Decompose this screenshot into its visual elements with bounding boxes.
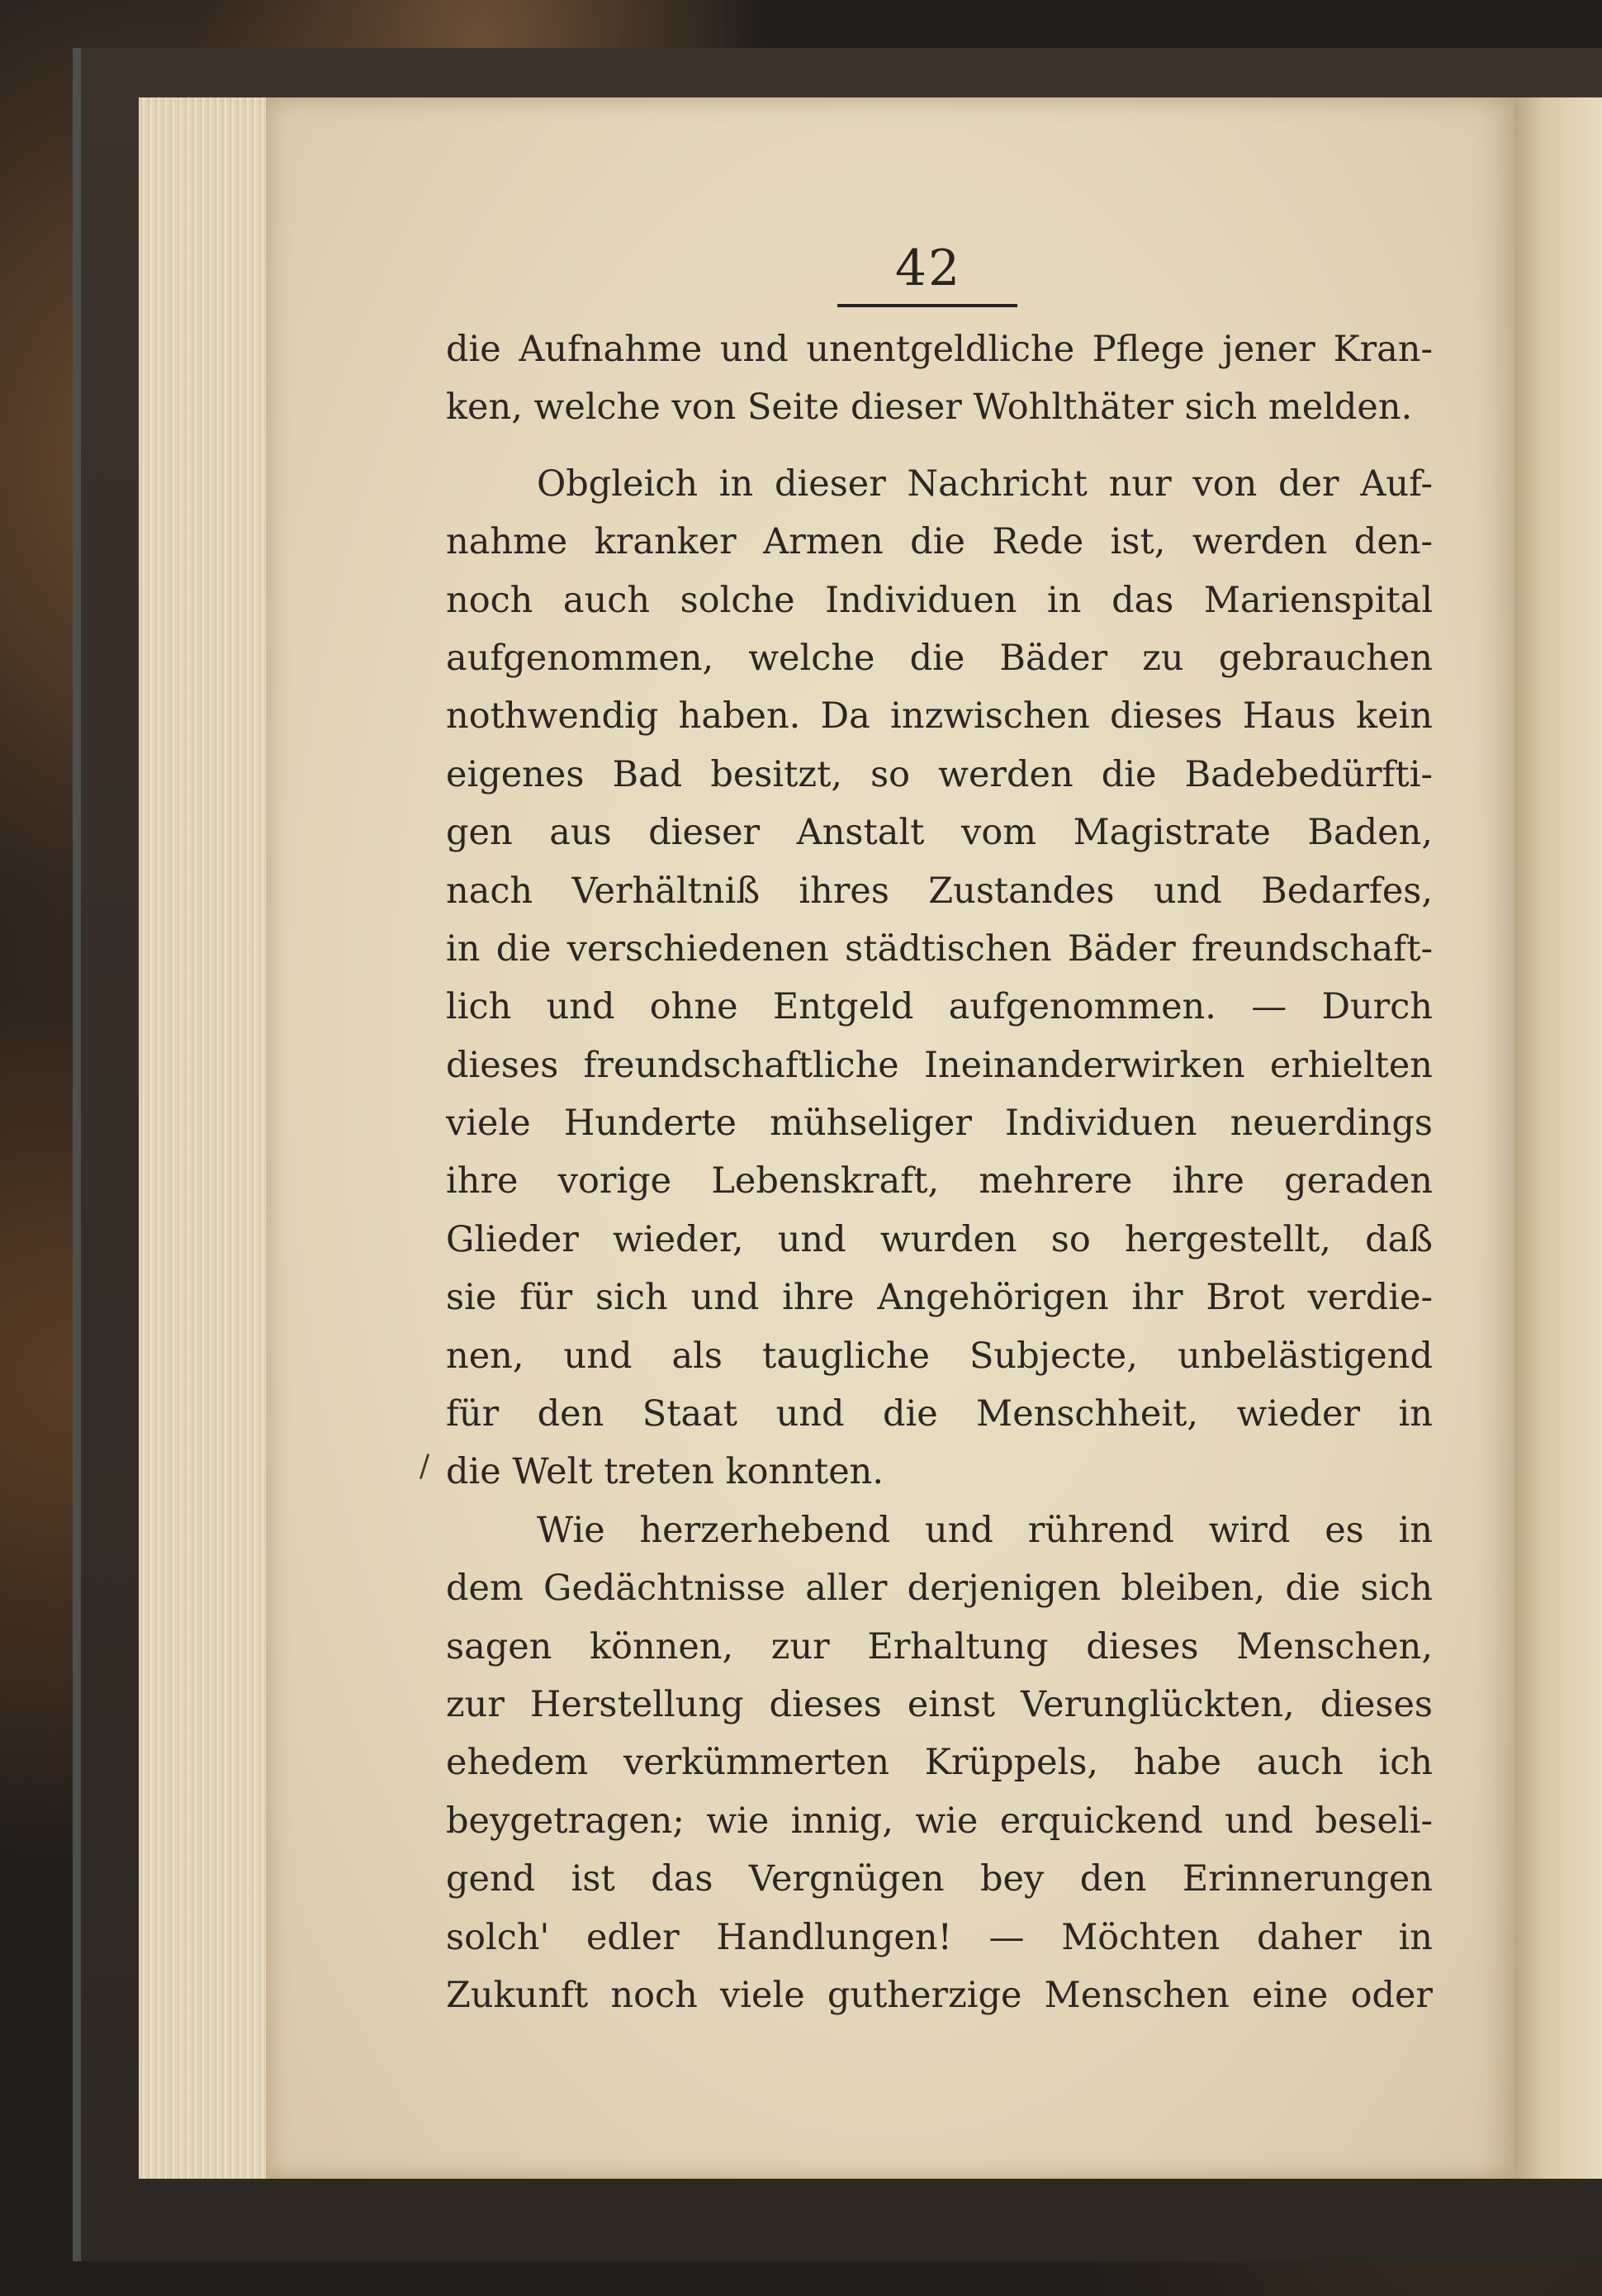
page-edges — [139, 97, 273, 2179]
text-line: nahme kranker Armen die Rede ist, werden den- — [446, 521, 1433, 563]
text-line: gend ist das Vergnügen bey den Erinnerungen — [446, 1858, 1433, 1900]
text-line: nen, und als taugliche Subjecte, unbelästigend — [446, 1335, 1433, 1377]
text-line: ihre vorige Lebenskraft, mehrere ihre geraden — [446, 1160, 1433, 1203]
text-line: Wie herzerhebend und rührend wird es in — [537, 1509, 1433, 1551]
text-line: dem Gedächtnisse aller derjenigen bleiben, die sich — [446, 1568, 1433, 1610]
margin-mark: / — [419, 1449, 430, 1483]
text-line: Glieder wieder, und wurden so hergestellt, daß — [446, 1218, 1433, 1260]
text-line: lich und ohne Entgeld aufgenommen. — Durch — [446, 986, 1433, 1028]
text-line: gen aus dieser Anstalt vom Magistrate Baden, — [446, 812, 1433, 854]
text-line: Zukunft noch viele gutherzige Menschen eine oder — [446, 1974, 1433, 2016]
text-line: Obgleich in dieser Nachricht nur von der Auf- — [537, 463, 1433, 505]
page-number: 42 — [894, 240, 962, 297]
text-line: dieses freundschaftliche Ineinanderwirken erhielten — [446, 1044, 1433, 1086]
text-line: solch' edler Handlungen! — Möchten daher in — [446, 1916, 1433, 1958]
text-line: die Welt treten konnten. — [446, 1451, 884, 1493]
text-line: nach Verhältniß ihres Zustandes und Bedarfes, — [446, 870, 1433, 912]
page-number-rule — [837, 304, 1017, 307]
next-page-edge — [1514, 97, 1602, 2179]
text-line: die Aufnahme und unentgeldliche Pflege jener Kran- — [446, 329, 1433, 370]
text-line: ken, welche von Seite dieser Wohlthäter sich melden. — [446, 387, 1413, 429]
text-line: zur Herstellung dieses einst Verunglückten, dieses — [446, 1683, 1433, 1725]
text-line: sagen können, zur Erhaltung dieses Menschen, — [446, 1625, 1433, 1667]
text-line: für den Staat und die Menschheit, wieder in — [446, 1393, 1433, 1435]
text-line: viele Hunderte mühseliger Individuen neuerdings — [446, 1103, 1433, 1145]
text-line: noch auch solche Individuen in das Marienspital — [446, 579, 1433, 621]
text-line: in die verschiedenen städtischen Bäder freundschaft- — [446, 927, 1433, 970]
text-line: beygetragen; wie innig, wie erquickend und beseli- — [446, 1800, 1433, 1842]
body-text — [446, 320, 1433, 2024]
text-line: eigenes Bad besitzt, so werden die Badebedürfti- — [446, 753, 1433, 795]
text-line: nothwendig haben. Da inzwischen dieses Haus kein — [446, 695, 1433, 738]
text-line: sie für sich und ihre Angehörigen ihr Brot verdie- — [446, 1277, 1433, 1319]
text-line: aufgenommen, welche die Bäder zu gebrauchen — [446, 637, 1433, 679]
text-line: ehedem verkümmerten Krüppels, habe auch ich — [446, 1742, 1433, 1784]
